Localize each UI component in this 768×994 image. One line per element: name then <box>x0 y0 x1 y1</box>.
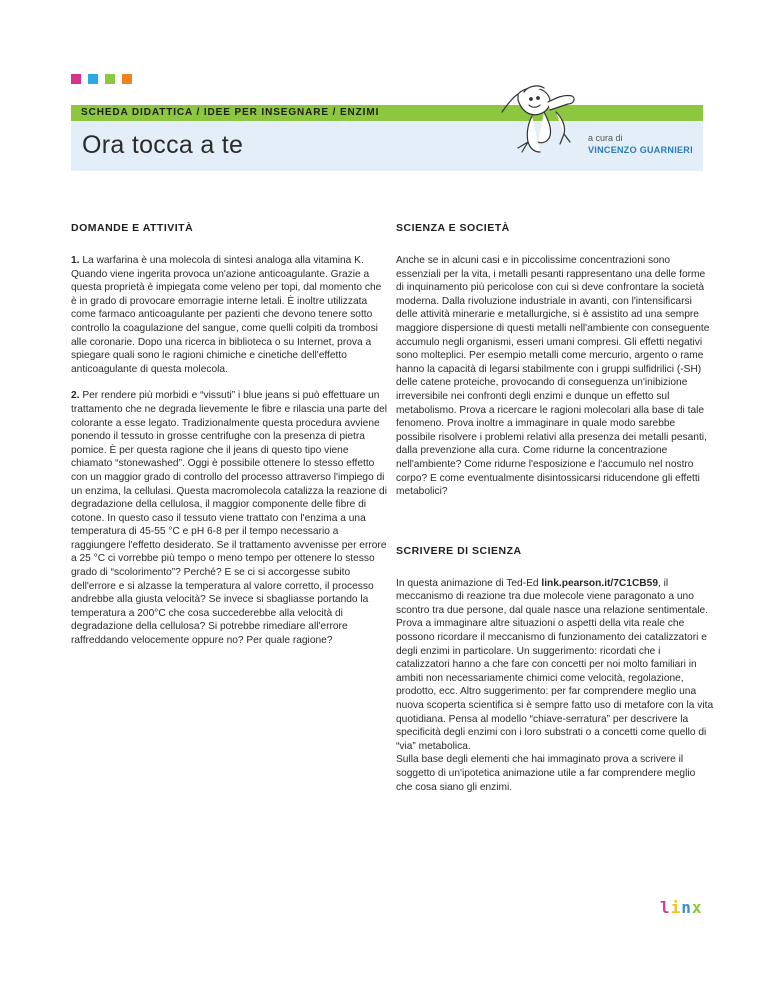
section-heading-writing: SCRIVERE DI SCIENZA <box>396 544 522 557</box>
section-heading-questions: DOMANDE E ATTIVITÀ <box>71 222 194 234</box>
square-cyan <box>88 74 98 84</box>
logo-letter-x: x <box>691 898 703 917</box>
question-1-text: La warfarina è una molecola di sintesi analoga alla vitamina K. Quando viene ingerita provoca un'azione anticoagulante. Grazie a questa proprietà è impiegata come veleno per topi, dal momento che è in grado di provocare emorragie interne letali. È inoltre utilizzata come farmaco anticoagulante per pazienti che devono tenere sotto controllo la coagulazione del sangue, come quelli colpiti da trombosi alle coronarie. Dopo una ricerca in biblioteca o su Internet, prova a spiegare quali sono le ragioni chimiche e cinetiche dell'effetto anticoagulante di questa molecola. <box>71 255 382 375</box>
square-orange <box>122 74 132 84</box>
ted-ed-link[interactable]: link.pearson.it/7C1CB59 <box>541 577 658 589</box>
square-magenta <box>71 74 81 84</box>
writing-body: , il meccanismo di reazione tra due molecole viene paragonato a uno scontro tra due persone, dal quale nasce una relazione sentimentale. Prova a immaginare altre situazioni o aspetti della vita reale che possono ricordare il meccanismo di funzionamento dei catalizzatori e degli enzimi in particolare. Un suggerimento: ricordati che i catalizzatori hanno a che fare con concetti per noi molto familiari in ambiti non necessariamente chimici come velocità, regolazione, prodotto, ecc. Altro suggerimento: per far comprendere meglio una nuova scoperta scientifica si è sempre fatto uso di metafore con la vita quotidiana. Pensa al modello “chiave-serratura” per descrivere la specificità degli enzimi con i loro substrati o a concetti come quello di “via” metabolica. <box>396 577 714 752</box>
linx-logo <box>660 898 703 917</box>
brand-squares <box>71 74 132 84</box>
right-column <box>396 222 714 807</box>
question-1 <box>71 254 389 376</box>
left-column <box>71 222 389 661</box>
section-heading-society: SCIENZA E SOCIETÀ <box>396 222 510 234</box>
writing-paragraph-2: Sulla base degli elementi che hai immaginato prova a scrivere il soggetto di un'ipotetica animazione utile a far comprendere meglio che cosa siano gli enzimi. <box>396 754 696 793</box>
section-band-label: SCHEDA DIDATTICA / IDEE PER INSEGNARE / ENZIMI <box>81 107 380 118</box>
square-green <box>105 74 115 84</box>
writing-intro: In questa animazione di Ted-Ed <box>396 577 542 589</box>
logo-letter-n: n <box>681 898 692 917</box>
curator-label: a cura di <box>588 133 623 143</box>
writing-paragraph-1 <box>396 577 714 795</box>
curator-name: VINCENZO GUARNIERI <box>588 145 693 155</box>
climbing-man-illustration <box>498 72 580 156</box>
question-2-number: 2. <box>71 390 80 402</box>
logo-letter-l: l <box>660 898 671 917</box>
page-title: Ora tocca a te <box>82 131 244 159</box>
society-paragraph: Anche se in alcuni casi e in piccolissime concentrazioni sono essenziali per la vita, i metalli pesanti rappresentano una delle forme di inquinamento più pericolose con cui si deve confrontare la società moderna. Dalla rivoluzione industriale in avanti, con l'intensificarsi delle attività minerarie e metallurgiche, si è assistito ad una sempre maggiore dispersione di questi metalli nell'ambiente con conseguente accumulo negli organismi, esseri umani compresi. Gli effetti negativi sono molteplici. Per esempio metalli come mercurio, argento o rame hanno la capacità di legarsi stabilmente con i gruppi sulfidrilici (-SH) delle catene proteiche, provocando di conseguenza un'inibizione irreversibile nei confronti degli enzimi e dunque un effetto sul metabolismo. Prova a ricercare le ragioni molecolari alla base di tale fenomeno. Prova inoltre a immaginare in quale modo sarebbe possibile risolvere i problemi relativi alla presenza dei metalli pesanti, dalla prevenzione alla cura. Come ridurne la concentrazione nell'ambiente? Come ridurne l'esposizione e l'accumulo nel nostro corpo? E come eventualmente disintossicarsi riducendone gli effetti metabolici? <box>396 255 710 498</box>
question-2 <box>71 389 389 647</box>
question-2-text: Per rendere più morbidi e “vissuti” i blue jeans si può effettuare un trattamento che ne degrada lievemente le fibre e rilascia una parte del colorante a esse legato. Tradizionalmente questa procedura avviene ponendo il tessuto in grosse centrifughe con la presenza di pietra pomice. È per questa ragione che il jeans di questo tipo viene chiamato “stonewashed”. Oggi è possibile ottenere lo stesso effetto con un maggior grado di controllo del processo attraverso l'impiego di un enzima, la cellulasi. Questa macromolecola catalizza la reazione di degradazione della cellulosa, il maggior componente delle fibre di cotone. In questo caso il tessuto viene trattato con l'enzima a una temperatura di 45-55 °C e pH 6-8 per il tempo necessario a raggiungere l'effetto desiderato. Se il trattamento avvenisse per errore a 25 °C ci vorrebbe più tempo o meno tempo per ottenere lo stesso grado di “scolorimento”? Perché? E se ci si accorgesse subito dell'errore e si alzasse la temperatura al valore corretto, il processo andrebbe alla giusta velocità? Se invece si sbagliasse portando la temperatura a 200°C che cosa succederebbe alla velocità di degradazione della cellulosa? Si potrebbe rimediare all'errore raffreddando velocemente oppure no? Per quale ragione? <box>71 390 388 647</box>
question-1-number: 1. <box>71 255 80 266</box>
logo-letter-i: i <box>670 898 682 917</box>
